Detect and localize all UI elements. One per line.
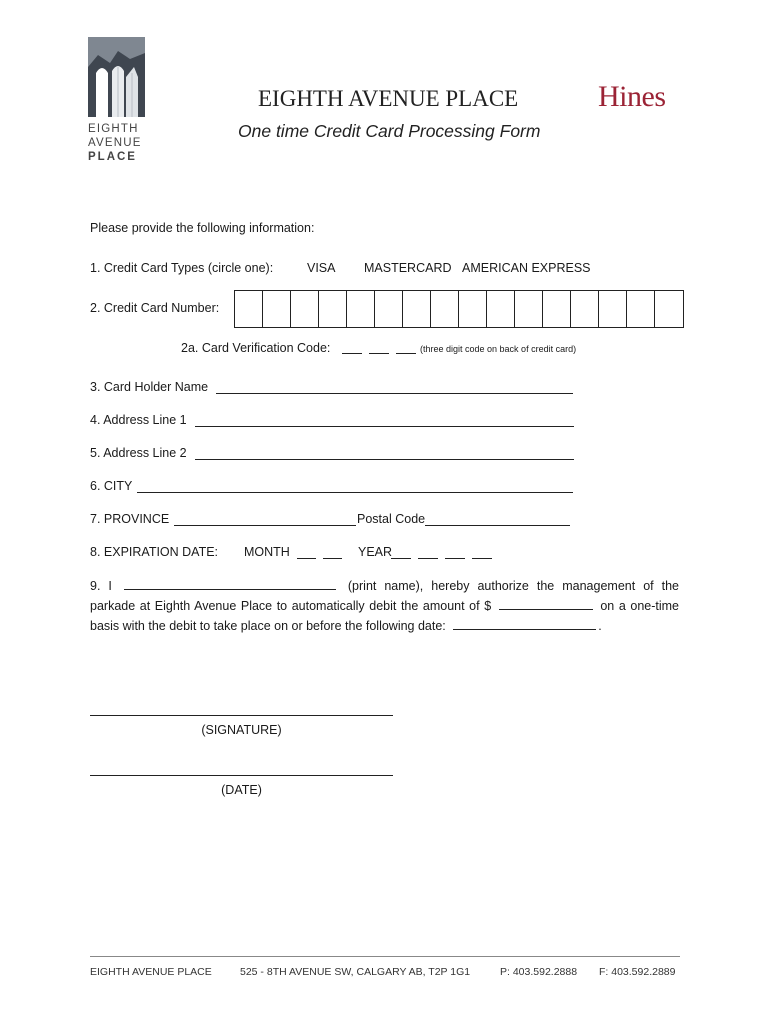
- hines-logo: Hines: [598, 80, 666, 113]
- card-type-mastercard[interactable]: MASTERCARD: [364, 261, 452, 275]
- card-number-digit[interactable]: [347, 291, 375, 327]
- authorization-paragraph: [90, 576, 679, 636]
- form-subtitle: One time Credit Card Processing Form: [238, 121, 541, 141]
- eighth-avenue-place-logo: [88, 37, 145, 117]
- card-number-digit[interactable]: [655, 291, 683, 327]
- address-2-label: 5. Address Line 2: [90, 446, 187, 460]
- cvv-digit-3[interactable]: [396, 353, 416, 354]
- card-type-amex[interactable]: AMERICAN EXPRESS: [462, 261, 591, 275]
- year-digit-4[interactable]: [472, 558, 492, 559]
- card-holder-field[interactable]: [216, 393, 573, 394]
- province-label: 7. PROVINCE: [90, 512, 170, 526]
- year-digit-3[interactable]: [445, 558, 465, 559]
- card-number-digit[interactable]: [403, 291, 431, 327]
- logo-word-1: EIGHTH: [88, 123, 139, 135]
- card-number-digit[interactable]: [263, 291, 291, 327]
- address-1-label: 4. Address Line 1: [90, 413, 187, 427]
- signature-label: (SIGNATURE): [201, 723, 282, 737]
- building-icon: [88, 37, 145, 117]
- footer-divider: [90, 956, 680, 957]
- city-field[interactable]: [137, 492, 573, 493]
- year-digit-2[interactable]: [418, 558, 438, 559]
- date-line[interactable]: [90, 775, 393, 776]
- expiration-year-label: YEAR: [358, 545, 393, 559]
- expiration-label: 8. EXPIRATION DATE:: [90, 545, 219, 559]
- authorization-end: .: [598, 619, 602, 633]
- postal-code-field[interactable]: [425, 525, 570, 526]
- card-number-digit[interactable]: [291, 291, 319, 327]
- print-name-field[interactable]: [124, 576, 336, 590]
- footer-phone: P: 403.592.2888: [500, 966, 578, 978]
- cvv-label: 2a. Card Verification Code:: [181, 341, 331, 355]
- card-number-grid[interactable]: [234, 290, 684, 328]
- cvv-digit-2[interactable]: [369, 353, 389, 354]
- card-number-label: 2. Credit Card Number:: [90, 301, 220, 315]
- form-intro: Please provide the following information:: [90, 221, 315, 235]
- footer-address: 525 - 8TH AVENUE SW, CALGARY AB, T2P 1G1: [240, 966, 471, 978]
- address-1-field[interactable]: [195, 426, 574, 427]
- card-number-digit[interactable]: [459, 291, 487, 327]
- card-holder-label: 3. Card Holder Name: [90, 380, 209, 394]
- card-number-digit[interactable]: [543, 291, 571, 327]
- cvv-digit-1[interactable]: [342, 353, 362, 354]
- authorization-prefix: 9. I: [90, 579, 112, 593]
- card-number-digit[interactable]: [571, 291, 599, 327]
- expiration-month-label: MONTH: [244, 545, 290, 559]
- card-number-digit[interactable]: [599, 291, 627, 327]
- year-digit-1[interactable]: [391, 558, 411, 559]
- signature-line[interactable]: [90, 715, 393, 716]
- logo-word-2: AVENUE: [88, 137, 142, 149]
- logo-word-3: PLACE: [88, 151, 137, 163]
- city-label: 6. CITY: [90, 479, 133, 493]
- card-number-digit[interactable]: [319, 291, 347, 327]
- authorization-text-1: (print name), hereby authorize the management of the parkade at Eighth Avenue Place to automatically debit the amount of $: [90, 579, 679, 613]
- debit-date-field[interactable]: [453, 616, 596, 630]
- card-number-digit[interactable]: [235, 291, 263, 327]
- card-number-digit[interactable]: [375, 291, 403, 327]
- footer-name: EIGHTH AVENUE PLACE: [90, 966, 212, 978]
- postal-code-label: Postal Code: [357, 512, 426, 526]
- card-number-digit[interactable]: [487, 291, 515, 327]
- month-digit-2[interactable]: [323, 558, 342, 559]
- authorization-text-2: on a one-time basis with the debit to take place on or before the following date:: [90, 599, 680, 633]
- amount-field[interactable]: [499, 596, 593, 610]
- card-number-digit[interactable]: [431, 291, 459, 327]
- address-2-field[interactable]: [195, 459, 574, 460]
- card-number-digit[interactable]: [627, 291, 655, 327]
- month-digit-1[interactable]: [297, 558, 316, 559]
- card-type-visa[interactable]: VISA: [307, 261, 336, 275]
- card-types-label: 1. Credit Card Types (circle one):: [90, 261, 274, 275]
- cvv-note: (three digit code on back of credit card): [420, 344, 577, 354]
- card-number-digit[interactable]: [515, 291, 543, 327]
- province-field[interactable]: [174, 525, 356, 526]
- page-title: EIGHTH AVENUE PLACE: [258, 86, 519, 111]
- footer-fax: F: 403.592.2889: [599, 966, 676, 978]
- date-label: (DATE): [221, 783, 262, 797]
